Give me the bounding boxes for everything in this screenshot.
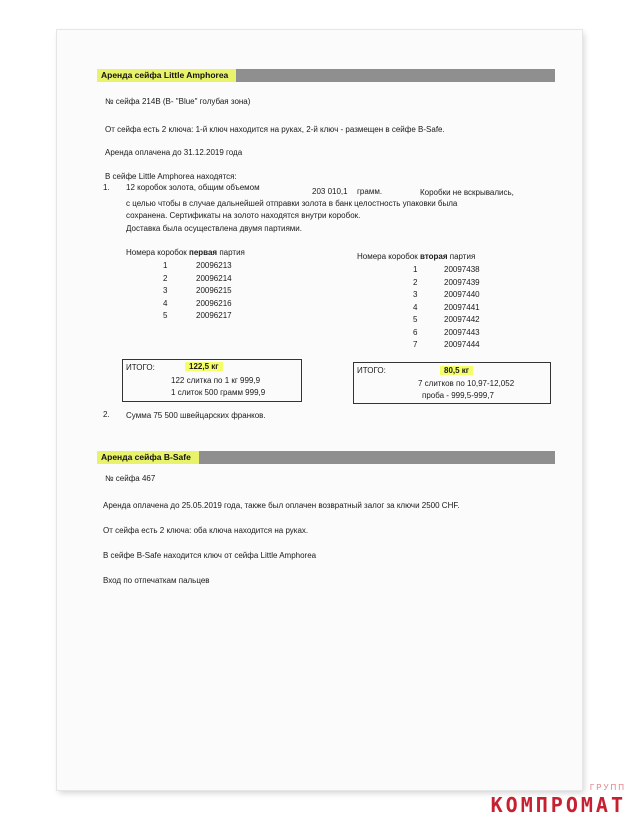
gold-unit: грамм. — [357, 187, 383, 196]
box-index: 2 — [163, 273, 168, 283]
item-number: 1. — [103, 183, 110, 192]
box-number: 20097441 — [444, 302, 480, 312]
safe-number: № сейфа 467 — [105, 474, 156, 483]
box-index: 6 — [413, 327, 418, 337]
box-index: 2 — [413, 277, 418, 287]
box-index: 4 — [413, 302, 418, 312]
box-number: 20097439 — [444, 277, 480, 287]
total-label: ИТОГО: — [126, 363, 155, 372]
keys-text: От сейфа есть 2 ключа: 1-й ключ находится на руках, 2-й ключ - размещен в сейфе B-Safe. — [105, 125, 445, 134]
batch-heading: Номера коробок первая партия — [126, 248, 245, 257]
box-number: 20096214 — [196, 273, 232, 283]
box-number: 20096215 — [196, 286, 232, 296]
boxes-note: Коробки не вскрывались, — [420, 188, 514, 197]
total-value: 80,5 кг — [440, 366, 473, 376]
box-index: 4 — [163, 298, 168, 308]
total-detail: 1 слиток 500 грамм 999,9 — [171, 388, 266, 397]
section-header-bar — [97, 69, 555, 82]
item-text: 12 коробок золота, общим объемом — [126, 183, 260, 192]
total-detail: проба - 999,5-999,7 — [422, 391, 494, 400]
box-number: 20097438 — [444, 265, 480, 274]
item-text: с целью чтобы в случае дальнейшей отправки золота в банк целостность упаковки была — [126, 199, 458, 208]
box-index: 1 — [163, 261, 168, 270]
total-detail: 122 слитка по 1 кг 999,9 — [171, 376, 261, 385]
paid-text: Аренда оплачена до 31.12.2019 года — [105, 148, 243, 157]
contents-text: В сейфе B-Safe находится ключ от сейфа Little Amphorea — [103, 551, 317, 560]
item-text: Сумма 75 500 швейцарских франков. — [126, 411, 266, 420]
item-text: сохранена. Сертификаты на золото находятся внутри коробок. — [126, 211, 361, 220]
access-text: Вход по отпечаткам пальцев — [103, 576, 210, 585]
box-index: 5 — [163, 311, 168, 321]
keys-text: От сейфа есть 2 ключа: оба ключа находится на руках. — [103, 526, 309, 535]
box-index: 3 — [413, 290, 418, 299]
box-index: 3 — [163, 286, 168, 296]
paid-text: Аренда оплачена до 25.05.2019 года, также был оплачен возвратный залог за ключи 2500 CHF. — [103, 501, 460, 510]
safe-number: № сейфа 214В (В- "Blue" голубая зона) — [105, 97, 251, 106]
section-title: Аренда сейфа Little Amphorea — [97, 69, 236, 82]
item-text: Доставка была осуществлена двумя партиями. — [126, 224, 302, 233]
gold-amount: 203 010,1 — [312, 187, 348, 196]
batch-heading: Номера коробок вторая партия — [357, 252, 476, 261]
box-index: 7 — [413, 340, 418, 349]
box-number: 20097442 — [444, 315, 480, 324]
watermark-subtitle: ГРУПП — [589, 783, 626, 792]
total-box — [353, 362, 551, 404]
box-number: 20097443 — [444, 327, 480, 337]
total-detail: 7 слитков по 10,97-12,052 — [418, 379, 515, 388]
section-header-bar — [97, 451, 555, 464]
box-number: 20096217 — [196, 311, 232, 321]
total-value: 122,5 кг — [185, 362, 223, 372]
total-box — [122, 359, 302, 402]
box-index: 1 — [413, 265, 418, 274]
box-number: 20097440 — [444, 290, 480, 299]
box-index: 5 — [413, 315, 418, 324]
box-number: 20097444 — [444, 340, 480, 349]
watermark-logo: КОМПРОМАТ — [490, 793, 626, 817]
box-number: 20096213 — [196, 261, 232, 270]
section-title: Аренда сейфа B-Safe — [97, 451, 199, 464]
document-page — [57, 30, 582, 790]
total-label: ИТОГО: — [357, 366, 386, 375]
contents-heading: В сейфе Little Amphorea находятся: — [105, 172, 237, 181]
box-number: 20096216 — [196, 298, 232, 308]
item-number: 2. — [103, 410, 110, 419]
